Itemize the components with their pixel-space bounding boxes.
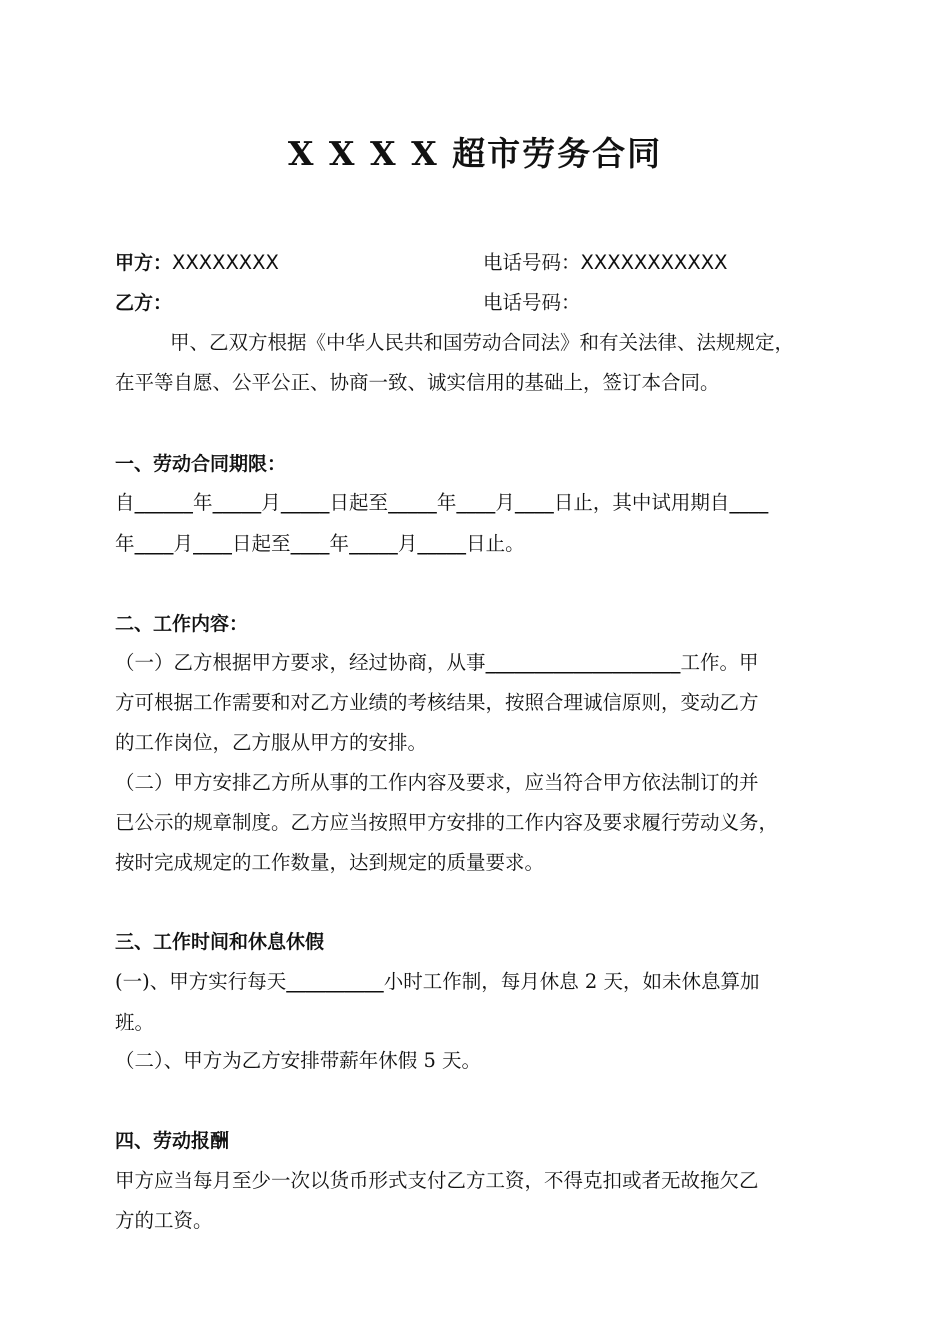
work-p1-line-1 — [115, 650, 865, 676]
blank-end-day: ____ — [514, 491, 554, 514]
term-text: 月 — [397, 532, 418, 555]
party-b-phone-row — [483, 290, 581, 316]
term-text: 自 — [115, 491, 135, 514]
pay-line-2: 方的工资。 — [115, 1209, 213, 1232]
hours-p1-line-1 — [115, 969, 865, 995]
party-a-phone-row — [483, 250, 727, 276]
work-p2-line-3: 按时完成规定的工作数量，达到规定的质量要求。 — [115, 851, 545, 874]
blank-job-title: ____________________ — [485, 651, 681, 674]
work-p1-line-3: 的工作岗位，乙方服从甲方的安排。 — [115, 731, 428, 754]
blank-probation-start-year: ____ — [729, 491, 769, 514]
blank-start-day: _____ — [280, 491, 330, 514]
term-text: 年 — [436, 491, 457, 514]
work-p2-line-2: 已公示的规章制度。乙方应当按照甲方安排的工作内容及要求履行劳动义务， — [115, 811, 779, 834]
work-text: 工作。甲 — [680, 651, 759, 674]
term-text: 日起至 — [329, 491, 389, 514]
hours-text: (一)、甲方实行每天 — [115, 970, 287, 993]
section-4-heading: 四、劳动报酬 — [115, 1130, 230, 1152]
section-2-heading: 二、工作内容： — [115, 613, 249, 635]
term-text: 月 — [495, 491, 515, 514]
party-b-phone-label: 电话号码： — [483, 291, 581, 314]
blank-probation-start-month: ____ — [134, 532, 174, 555]
term-text: 年 — [115, 532, 135, 555]
term-text: 月 — [261, 491, 281, 514]
document-title: X X X X 超市劳务合同 — [287, 134, 663, 173]
blank-end-year: _____ — [388, 491, 437, 514]
term-text: 年 — [329, 532, 350, 555]
blank-end-month: ____ — [456, 491, 496, 514]
blank-start-month: _____ — [212, 491, 262, 514]
party-a-phone-label: 电话号码： — [483, 251, 581, 274]
term-text: 年 — [193, 491, 213, 514]
section-1-heading: 一、劳动合同期限： — [115, 453, 287, 475]
party-a-phone: XXXXXXXXXXX — [580, 251, 728, 274]
hours-text: 小时工作制，每月休息 2 天，如未休息算加 — [383, 970, 760, 993]
term-text: 日止，其中试用期自 — [553, 491, 730, 514]
pay-line-1: 甲方应当每月至少一次以货币形式支付乙方工资，不得克扣或者无故拖欠乙 — [115, 1169, 759, 1192]
blank-start-year: ______ — [134, 491, 194, 514]
term-text: 日起至 — [232, 532, 291, 555]
blank-probation-end-year: ____ — [290, 532, 330, 555]
party-a-value: XXXXXXXX — [172, 251, 279, 274]
intro-line-1: 甲、乙双方根据《中华人民共和国劳动合同法》和有关法律、法规规定， — [170, 331, 795, 354]
work-p2-line-1: （二）甲方安排乙方所从事的工作内容及要求，应当符合甲方依法制订的并 — [115, 771, 759, 794]
blank-daily-hours: __________ — [286, 970, 384, 993]
hours-p2: （二）、甲方为乙方安排带薪年休假 5 天。 — [115, 1049, 482, 1072]
party-b-label: 乙方： — [115, 292, 173, 314]
blank-probation-start-day: ____ — [193, 532, 233, 555]
work-text: （一）乙方根据甲方要求，经过协商，从事 — [115, 651, 486, 674]
blank-probation-end-day: _____ — [417, 532, 467, 555]
term-text: 日止。 — [466, 532, 525, 555]
blank-probation-end-month: _____ — [349, 532, 398, 555]
intro-line-2: 在平等自愿、公平公正、协商一致、诚实信用的基础上，签订本合同。 — [115, 371, 720, 394]
term-text: 月 — [173, 532, 194, 555]
term-line-2 — [115, 531, 865, 557]
term-line-1 — [115, 490, 865, 516]
hours-p1-line-2: 班。 — [115, 1011, 155, 1034]
section-3-heading: 三、工作时间和休息休假 — [115, 931, 325, 953]
work-p1-line-2: 方可根据工作需要和对乙方业绩的考核结果，按照合理诚信原则，变动乙方 — [115, 691, 759, 714]
party-a-label: 甲方： — [115, 252, 173, 274]
